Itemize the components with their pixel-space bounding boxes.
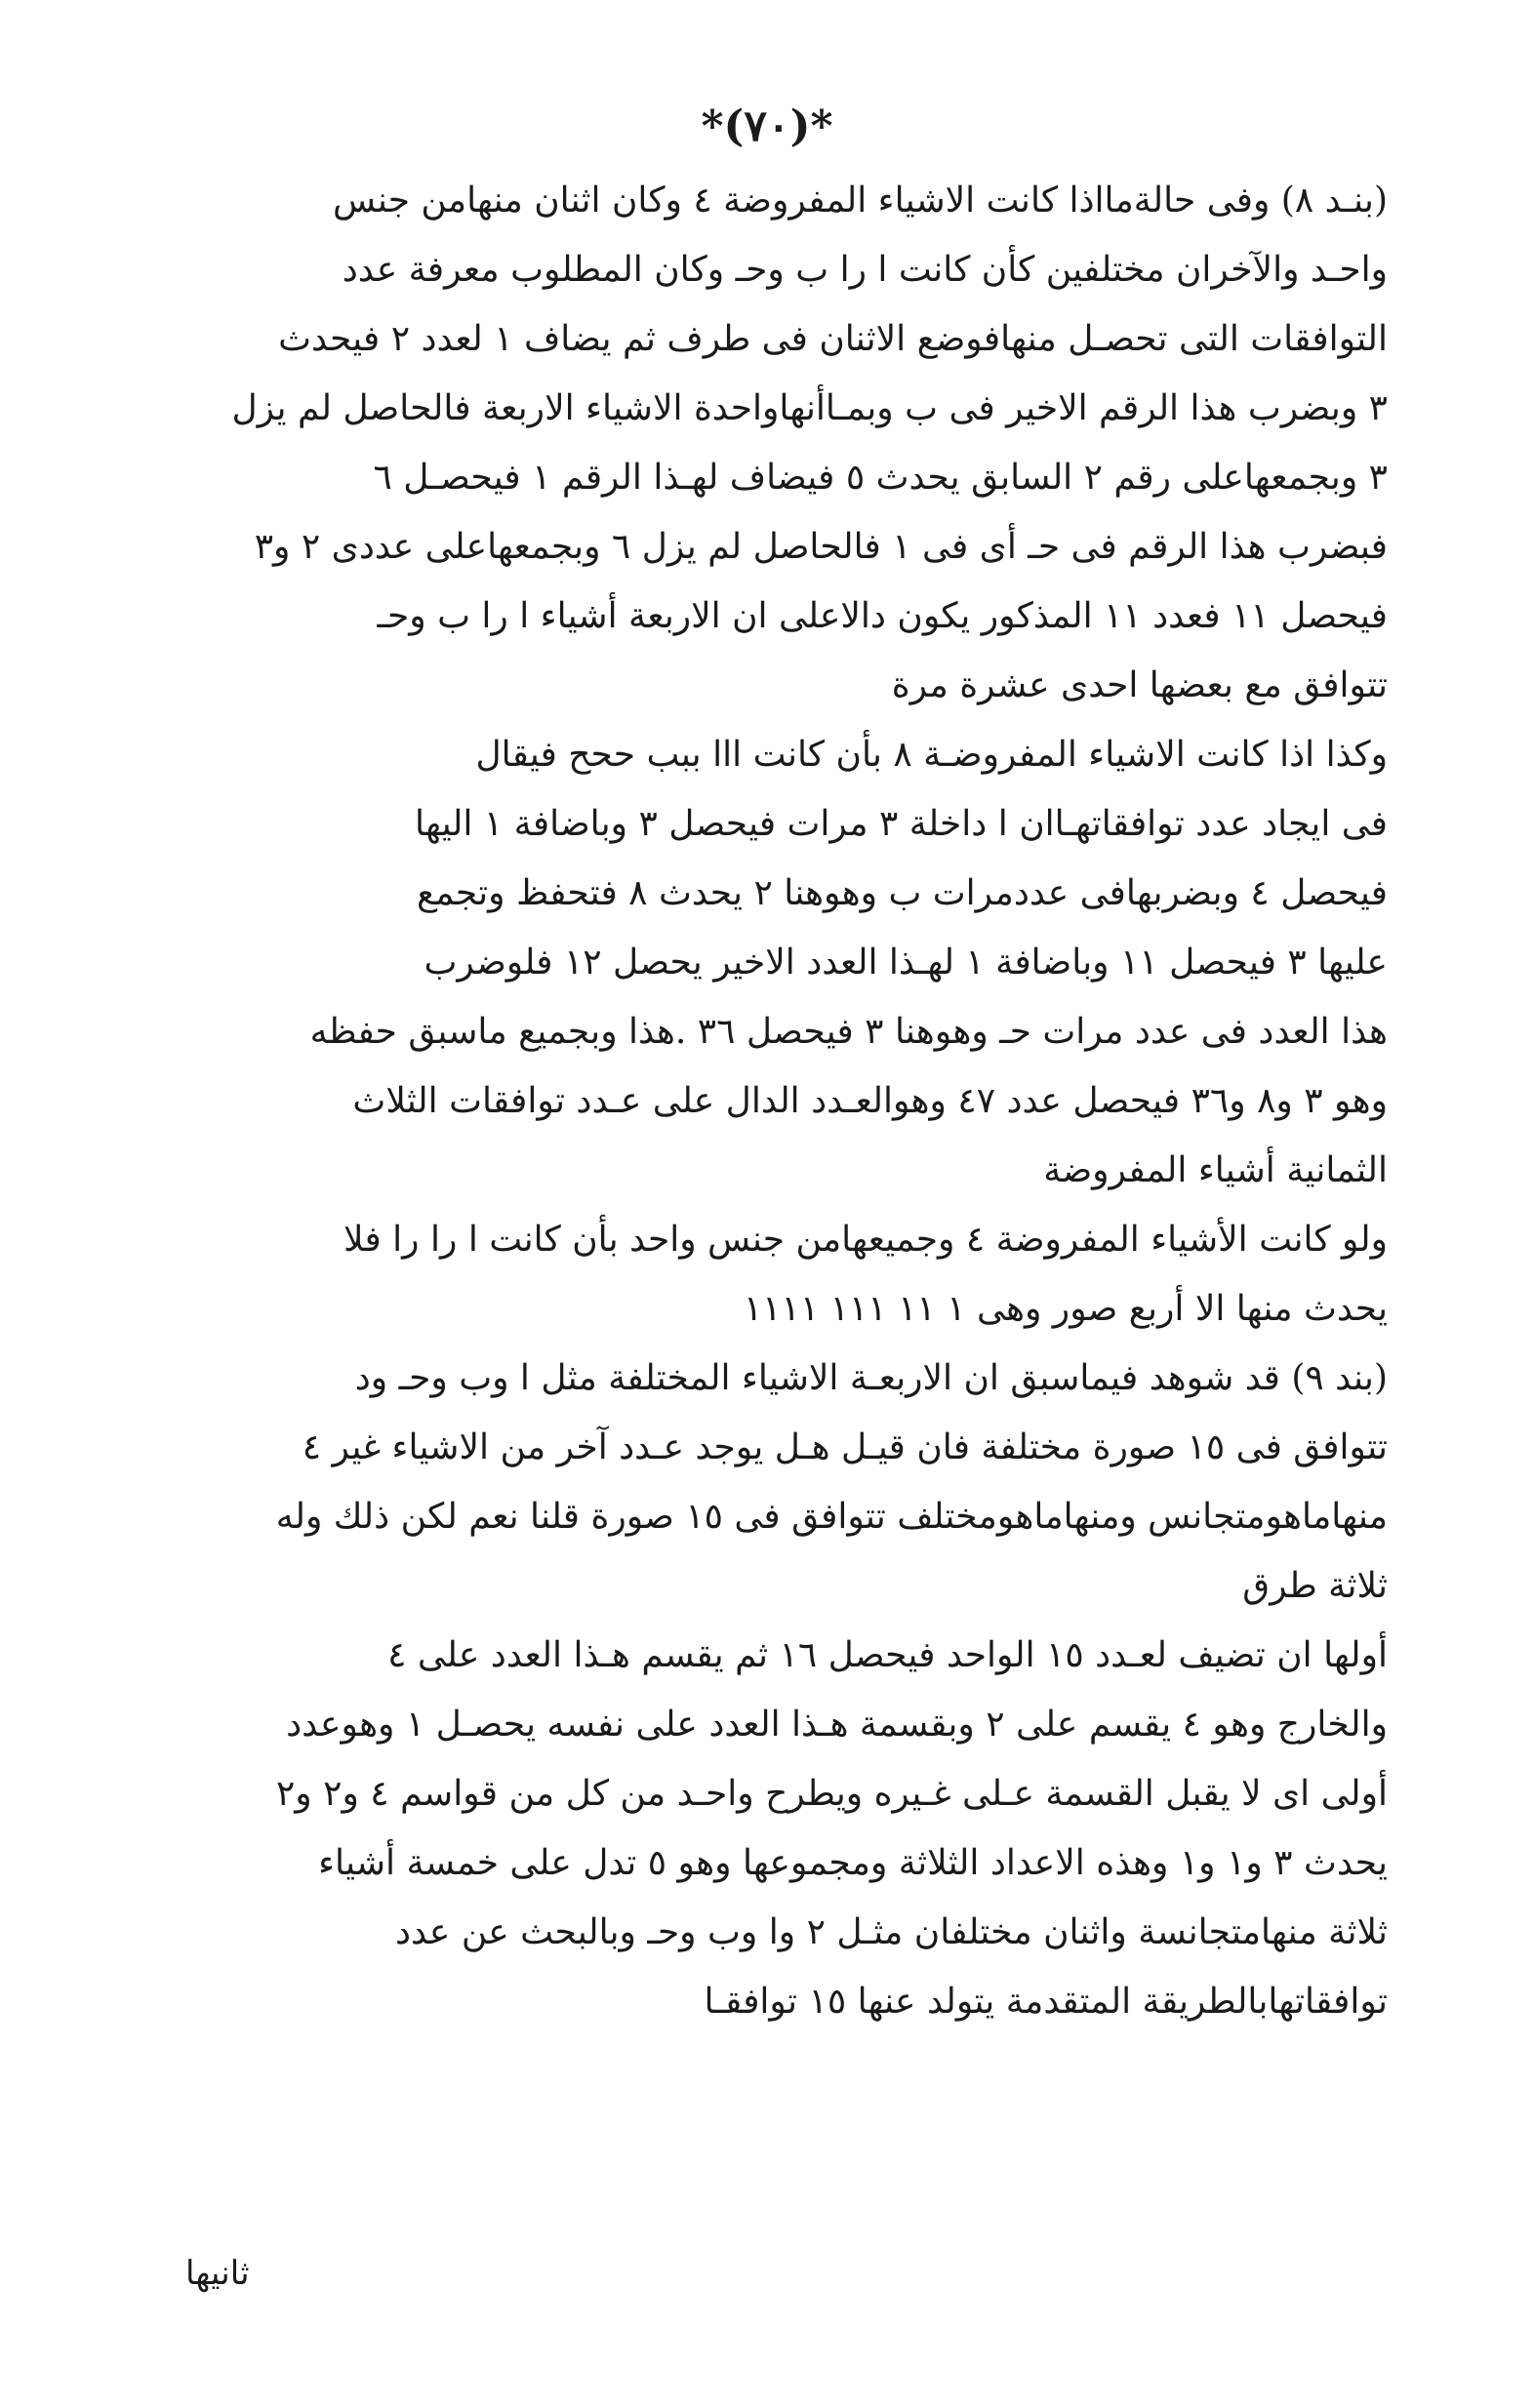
text-line: فيحصل ٤ وبضربهافى عددمرات ب وهوهنا ٢ يحدث ٨ فتحفظ وتجمع — [416, 873, 1388, 913]
text-line: فيحصل ١١ فعدد ١١ المذكور يكون دالاعلى ان الاربعة أشياء ا را ب وحـ — [377, 596, 1388, 636]
paragraph-same-kind — [146, 1205, 1388, 1344]
text-line: توافقاتهابالطريقة المتقدمة يتولد عنها ١٥ توافقـا — [704, 1982, 1388, 2022]
text-line: ثلاثة طرق — [1242, 1566, 1388, 1606]
paragraph-band-8 — [146, 166, 1388, 720]
text-line: تتوافق فى ١٥ صورة مختلفة فان قيـل هـل يوجد عـدد آخر من الاشياء غير ٤ — [302, 1427, 1388, 1467]
text-line: وهو ٣ و٨ و٣٦ فيحصل عدد ٤٧ وهوالعـدد الدال على عـدد توافقات الثلاث — [352, 1081, 1388, 1121]
text-line: ٣ وبضرب هذا الرقم الاخير فى ب وبمـاأنهاواحدة الاشياء الاربعة فالحاصل لم يزل — [231, 388, 1388, 428]
text-line: يحدث منها الا أربع صور وهى ١ ١١ ١١١ ١١١١ — [743, 1289, 1388, 1329]
text-line: عليها ٣ فيحصل ١١ وباضافة ١ لهـذا العدد الاخير يحصل ١٢ فلوضرب — [424, 943, 1388, 983]
text-line: التوافقات التى تحصـل منهافوضع الاثنان فى طرف ثم يضاف ١ لعدد ٢ فيحدث — [278, 319, 1388, 359]
text-line: فى ايجاد عدد توافقاتهـاان ا داخلة ٣ مرات فيحصل ٣ وباضافة ١ اليها — [415, 804, 1388, 844]
text-line: والخارج وهو ٤ يقسم على ٢ وبقسمة هـذا العدد على نفسه يحصـل ١ وهوعدد — [286, 1705, 1388, 1745]
paragraph-band-9 — [146, 1344, 1388, 1621]
text-line: هذا العدد فى عدد مرات حـ وهوهنا ٣ فيحصل ٣٦ .هذا وبجميع ماسبق حفظه — [309, 1012, 1388, 1052]
page-number: *(٧٠)* — [701, 101, 833, 151]
text-line: أولى اى لا يقبل القسمة عـلى غـيره ويطرح واحـد من كل من قواسم ٤ و٢ و٢ — [275, 1774, 1388, 1814]
text-line: ولو كانت الأشياء المفروضة ٤ وجميعهامن جنس واحد بأن كانت ا را را فلا — [343, 1220, 1388, 1260]
paragraph-eight-things — [146, 720, 1388, 1205]
text-line: يحدث ٣ و١ و١ وهذه الاعداد الثلاثة ومجموعها وهو ٥ تدل على خمسة أشياء — [318, 1843, 1388, 1883]
text-line: الثمانية أشياء المفروضة — [1043, 1150, 1388, 1190]
text-line: تتوافق مع بعضها احدى عشرة مرة — [891, 665, 1388, 705]
text-line: فبضرب هذا الرقم فى حـ أى فى ١ فالحاصل لم يزل ٦ وبجمعهاعلى عددى ٢ و٣ — [254, 527, 1388, 567]
text-body — [146, 166, 1388, 2036]
text-line: أولها ان تضيف لعـدد ١٥ الواحد فيحصل ١٦ ثم يقسم هـذا العدد على ٤ — [387, 1635, 1388, 1675]
text-line: وكذا اذا كانت الاشياء المفروضـة ٨ بأن كانت ااا ببب ححح فيقال — [475, 735, 1388, 775]
text-line: منهاماهومتجانس ومنهاماهومختلف تتوافق فى ١٥ صورة قلنا نعم لكن ذلك وله — [275, 1497, 1388, 1537]
text-line: (بنـد ٨) وفى حالةمااذا كانت الاشياء المفروضة ٤ وكان اثنان منهامن جنس — [332, 181, 1388, 221]
catchword: ثانيها — [185, 2254, 250, 2293]
paragraph-first-method — [146, 1621, 1388, 2036]
text-line: ثلاثة منهامتجانسة واثنان مختلفان مثـل ٢ وا وب وحـ وبالبحث عن عدد — [394, 1912, 1388, 1952]
text-line: ٣ وبجمعهاعلى رقم ٢ السابق يحدث ٥ فيضاف لهـذا الرقم ١ فيحصـل ٦ — [373, 458, 1388, 498]
text-line: واحـد والآخران مختلفين كأن كانت ا را ب وحـ وكان المطلوب معرفة عدد — [342, 250, 1388, 290]
text-line: (بند ٩) قد شوهد فيماسبق ان الاربعـة الاشياء المختلفة مثل ا وب وحـ ود — [354, 1358, 1388, 1398]
